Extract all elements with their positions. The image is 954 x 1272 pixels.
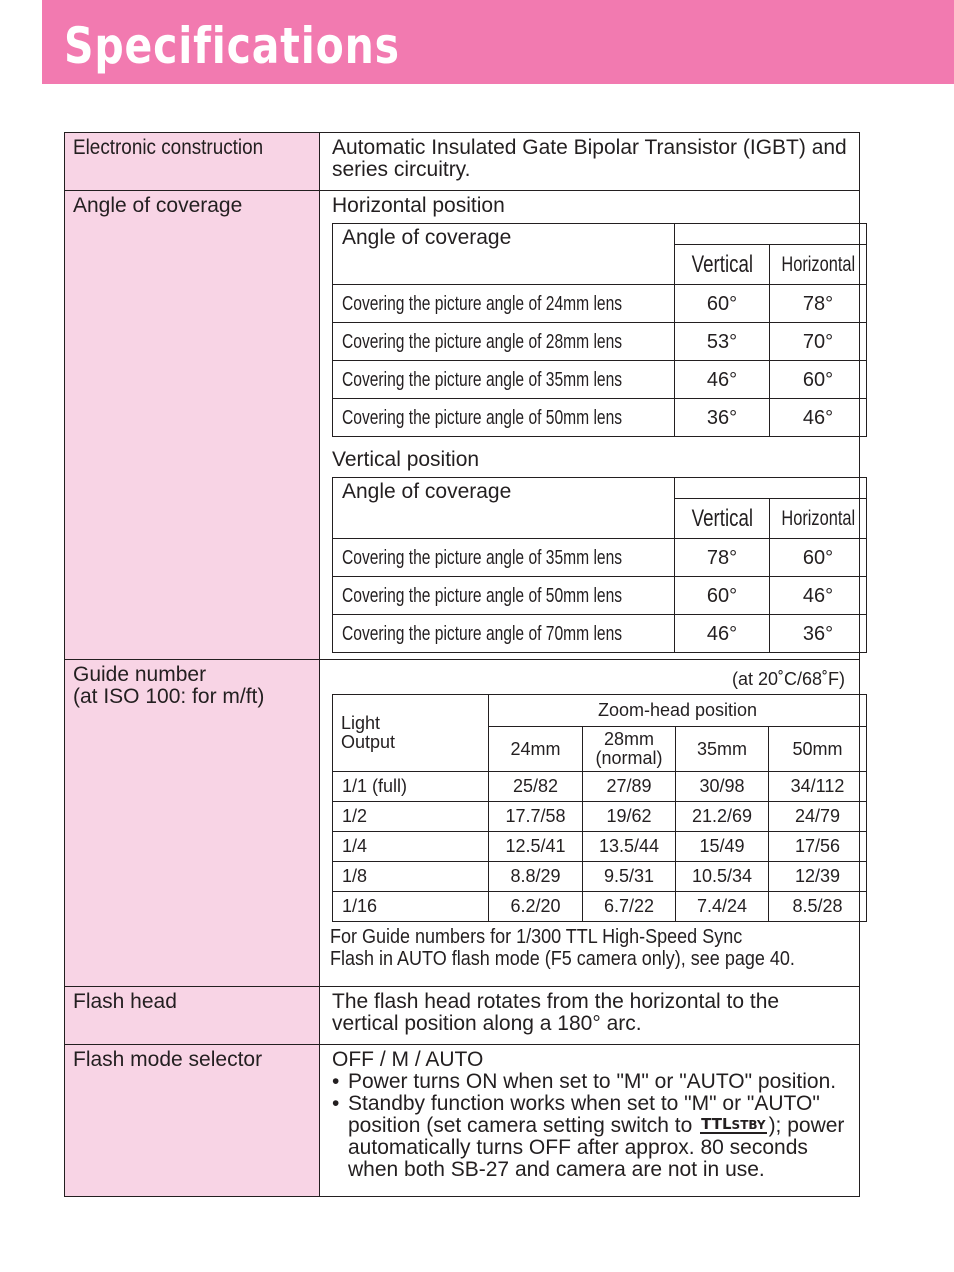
focal-50: 50mm — [769, 727, 867, 772]
vertical-angle-table — [332, 477, 867, 653]
angle-horizontal-value: 70° — [770, 323, 867, 361]
mode-label: Flash mode selector — [73, 1048, 263, 1071]
angle-vertical-value: 36° — [675, 399, 770, 437]
col-horizontal: Horizontal — [770, 499, 867, 539]
angle-desc: Covering the picture angle of 50mm lens — [333, 577, 675, 615]
spec-label — [65, 987, 320, 1045]
guide-value: 24/79 — [769, 802, 867, 832]
spec-label — [65, 191, 320, 660]
spec-value — [320, 987, 860, 1045]
temperature-note: (at 20˚C/68˚F) — [731, 669, 845, 689]
table-row — [333, 862, 867, 892]
angle-desc: Covering the picture angle of 28mm lens — [333, 323, 675, 361]
light-output: 1/1 (full) — [333, 772, 489, 802]
spec-value — [320, 660, 860, 987]
col-horizontal: Horizontal — [770, 245, 867, 285]
angle-horizontal-value: 46° — [770, 577, 867, 615]
spec-label — [65, 660, 320, 987]
guide-value: 15/49 — [676, 832, 769, 862]
guide-value: 6.7/22 — [583, 892, 676, 922]
focal-24: 24mm — [489, 727, 583, 772]
guide-value: 34/112 — [769, 772, 867, 802]
vertical-position-label: Vertical position — [332, 448, 480, 471]
angle-desc: Covering the picture angle of 70mm lens — [333, 615, 675, 653]
guide-value: 8.5/28 — [769, 892, 867, 922]
horizontal-angle-table — [332, 223, 867, 437]
light-output-header: Light Output — [333, 695, 489, 772]
table-row — [333, 615, 867, 653]
flash-head-label: Flash head — [73, 990, 177, 1013]
angle-horizontal-value: 78° — [770, 285, 867, 323]
angle-header: Angle of coverage — [333, 478, 675, 539]
flash-head-value: The flash head rotates from the horizontal to the vertical position along a 180° arc. — [332, 990, 780, 1035]
angle-desc: Covering the picture angle of 35mm lens — [333, 361, 675, 399]
header-strip — [675, 224, 867, 245]
angle-desc: Covering the picture angle of 50mm lens — [333, 399, 675, 437]
angle-desc: Covering the picture angle of 24mm lens — [333, 285, 675, 323]
col-vertical: Vertical — [675, 499, 770, 539]
angle-vertical-value: 46° — [675, 615, 770, 653]
angle-vertical-value: 60° — [675, 285, 770, 323]
angle-label: Angle of coverage — [73, 194, 243, 217]
spec-label — [65, 133, 320, 191]
angle-vertical-value: 53° — [675, 323, 770, 361]
guide-label-line2: (at ISO 100: for m/ft) — [73, 685, 265, 708]
guide-value: 30/98 — [676, 772, 769, 802]
guide-value: 21.2/69 — [676, 802, 769, 832]
electronic-label: Electronic construction — [73, 136, 264, 159]
spec-row-electronic — [65, 133, 860, 191]
electronic-value: Automatic Insulated Gate Bipolar Transistor (IGBT) and series circuitry. — [332, 136, 847, 181]
mode-options: OFF / M / AUTO — [332, 1048, 484, 1071]
angle-vertical-value: 60° — [675, 577, 770, 615]
spec-row-angle — [65, 191, 860, 660]
table-row — [333, 892, 867, 922]
page-title: Specifications — [64, 17, 400, 75]
angle-vertical-value: 46° — [675, 361, 770, 399]
angle-horizontal-value: 36° — [770, 615, 867, 653]
table-row — [333, 772, 867, 802]
guide-value: 9.5/31 — [583, 862, 676, 892]
light-output: 1/4 — [333, 832, 489, 862]
angle-header: Angle of coverage — [333, 224, 675, 285]
guide-value: 7.4/24 — [676, 892, 769, 922]
guide-number-table — [332, 694, 867, 922]
angle-horizontal-value: 60° — [770, 361, 867, 399]
light-output: 1/2 — [333, 802, 489, 832]
guide-value: 17/56 — [769, 832, 867, 862]
table-row — [333, 832, 867, 862]
guide-value: 6.2/20 — [489, 892, 583, 922]
spec-label — [65, 1045, 320, 1197]
light-output: 1/8 — [333, 862, 489, 892]
table-row — [333, 539, 867, 577]
angle-desc: Covering the picture angle of 35mm lens — [333, 539, 675, 577]
spec-row-flash-head — [65, 987, 860, 1045]
list-item: • Standby function works when set to "M" or "AUTO" position (set camera setting switch to TTLSTBY ); power automatically turns OFF after approx. 80 seconds when both SB-27 and camera are not in use. — [332, 1093, 849, 1181]
spec-table — [64, 132, 860, 1197]
angle-horizontal-value: 60° — [770, 539, 867, 577]
ttl-stby-icon: TTLSTBY — [701, 1115, 766, 1134]
spec-row-guide — [65, 660, 860, 987]
guide-value: 27/89 — [583, 772, 676, 802]
angle-vertical-value: 78° — [675, 539, 770, 577]
col-vertical: Vertical — [675, 245, 770, 285]
table-row — [333, 577, 867, 615]
spec-value — [320, 133, 860, 191]
zoom-head-header: Zoom-head position — [489, 695, 867, 727]
guide-footnote: For Guide numbers for 1/300 TTL High-Speed Sync Flash in AUTO flash mode (F5 camera only), see page 40. — [330, 926, 795, 970]
title-banner — [42, 0, 954, 84]
guide-label-line1: Guide number — [73, 663, 207, 686]
table-row — [333, 323, 867, 361]
table-row — [333, 285, 867, 323]
list-item: • Power turns ON when set to "M" or "AUTO" position. — [332, 1071, 849, 1093]
mode-bullets — [332, 1071, 849, 1181]
guide-value: 19/62 — [583, 802, 676, 832]
guide-value: 8.8/29 — [489, 862, 583, 892]
guide-value: 12/39 — [769, 862, 867, 892]
spec-value — [320, 191, 860, 660]
table-row — [333, 802, 867, 832]
focal-28: 28mm (normal) — [583, 727, 676, 772]
guide-value: 17.7/58 — [489, 802, 583, 832]
spec-value — [320, 1045, 860, 1197]
spec-row-mode — [65, 1045, 860, 1197]
angle-horizontal-value: 46° — [770, 399, 867, 437]
guide-value: 25/82 — [489, 772, 583, 802]
guide-value: 12.5/41 — [489, 832, 583, 862]
guide-value: 10.5/34 — [676, 862, 769, 892]
guide-value: 13.5/44 — [583, 832, 676, 862]
focal-35: 35mm — [676, 727, 769, 772]
table-row — [333, 361, 867, 399]
horizontal-position-label: Horizontal position — [332, 194, 505, 217]
table-row — [333, 399, 867, 437]
header-strip — [675, 478, 867, 499]
light-output: 1/16 — [333, 892, 489, 922]
